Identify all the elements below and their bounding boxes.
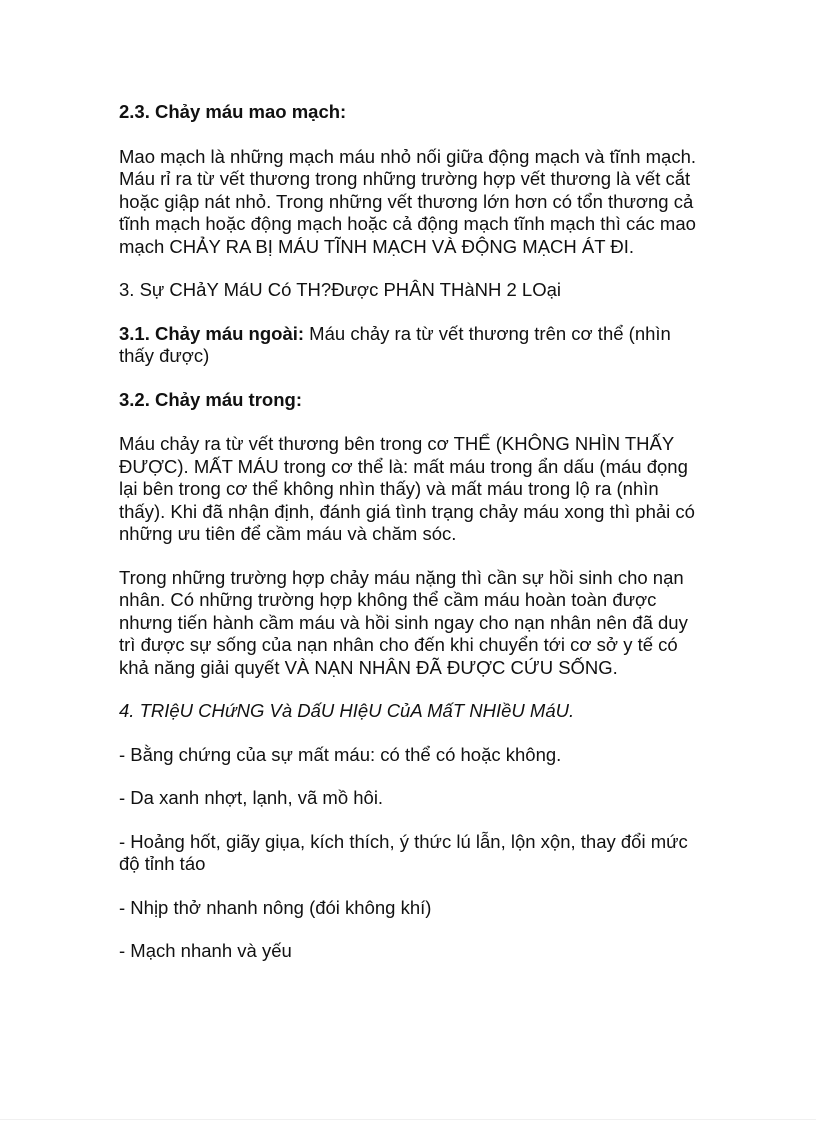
symptom-item: - Hoảng hốt, giãy giụa, kích thích, ý thức lú lẫn, lộn xộn, thay đổi mức độ tỉnh táo (119, 830, 688, 874)
paragraph-internal-bleeding: Máu chảy ra từ vết thương bên trong cơ THỂ (KHÔNG NHÌN THẤY ĐƯỢC). MẤT MÁU trong cơ thể là: mất máu trong ẩn dấu (máu đọng lại bên trong cơ thể không nhìn thấy) và mất máu trong lộ ra (nhìn thấy). Khi đã nhận định, đánh giá tình trạng chảy máu xong thì phải có những ưu tiên để cầm máu và chăm sóc. (119, 433, 695, 544)
document-body (119, 101, 709, 984)
symptom-item: - Nhịp thở nhanh nông (đói không khí) (119, 896, 432, 918)
paragraph-capillary: Mao mạch là những mạch máu nhỏ nối giữa động mạch và tĩnh mạch. Máu rỉ ra từ vết thương trong những trường hợp vết thương là vết cắt hoặc giập nát nhỏ. Trong những vết thương lớn hơn có tổn thương cả tĩnh mạch hoặc động mạch hoặc cả động mạch tĩnh mạch thì các mao mạch CHẢY RA BỊ MÁU TĨNH MẠCH VÀ ĐỘNG MẠCH ÁT ĐI. (119, 145, 697, 257)
symptom-item: - Mạch nhanh và yếu (119, 940, 292, 961)
paragraph-external-bleeding (119, 323, 709, 368)
heading-capillary-bleeding: 2.3. Chảy máu mao mạch: (119, 101, 347, 122)
heading-symptoms: 4. TRIệU CHứNG Và DấU HIệU CủA MấT NHIềU MáU. (119, 700, 575, 721)
paragraph-resuscitation: Trong những trường hợp chảy máu nặng thì cần sự hồi sinh cho nạn nhân. Có những trường hợp không thể cầm máu hoàn toàn được nhưng tiến hành cầm máu và hồi sinh ngay cho nạn nhân nên đã duy trì được sự sống của nạn nhân cho đến khi chuyển tới cơ sở y tế có khả năng giải quyết VÀ NẠN NHÂN ĐÃ ĐƯỢC CỨU SỐNG. (119, 566, 688, 678)
heading-external-bleeding: 3.1. Chảy máu ngoài: (119, 322, 305, 344)
heading-internal-bleeding: 3.2. Chảy máu trong: (119, 388, 302, 410)
text-external-bleeding: Máu chảy ra từ vết thương trên cơ thể (nhìn thấy được) (119, 322, 671, 366)
page-bottom-divider (0, 1119, 816, 1120)
symptom-item: - Bằng chứng của sự mất máu: có thể có hoặc không. (119, 743, 562, 765)
symptom-item: - Da xanh nhợt, lạnh, vã mồ hôi. (119, 787, 384, 808)
heading-bleeding-types: 3. Sự CHảY MáU Có TH?Được PHÂN THàNH 2 LOại (119, 279, 561, 300)
